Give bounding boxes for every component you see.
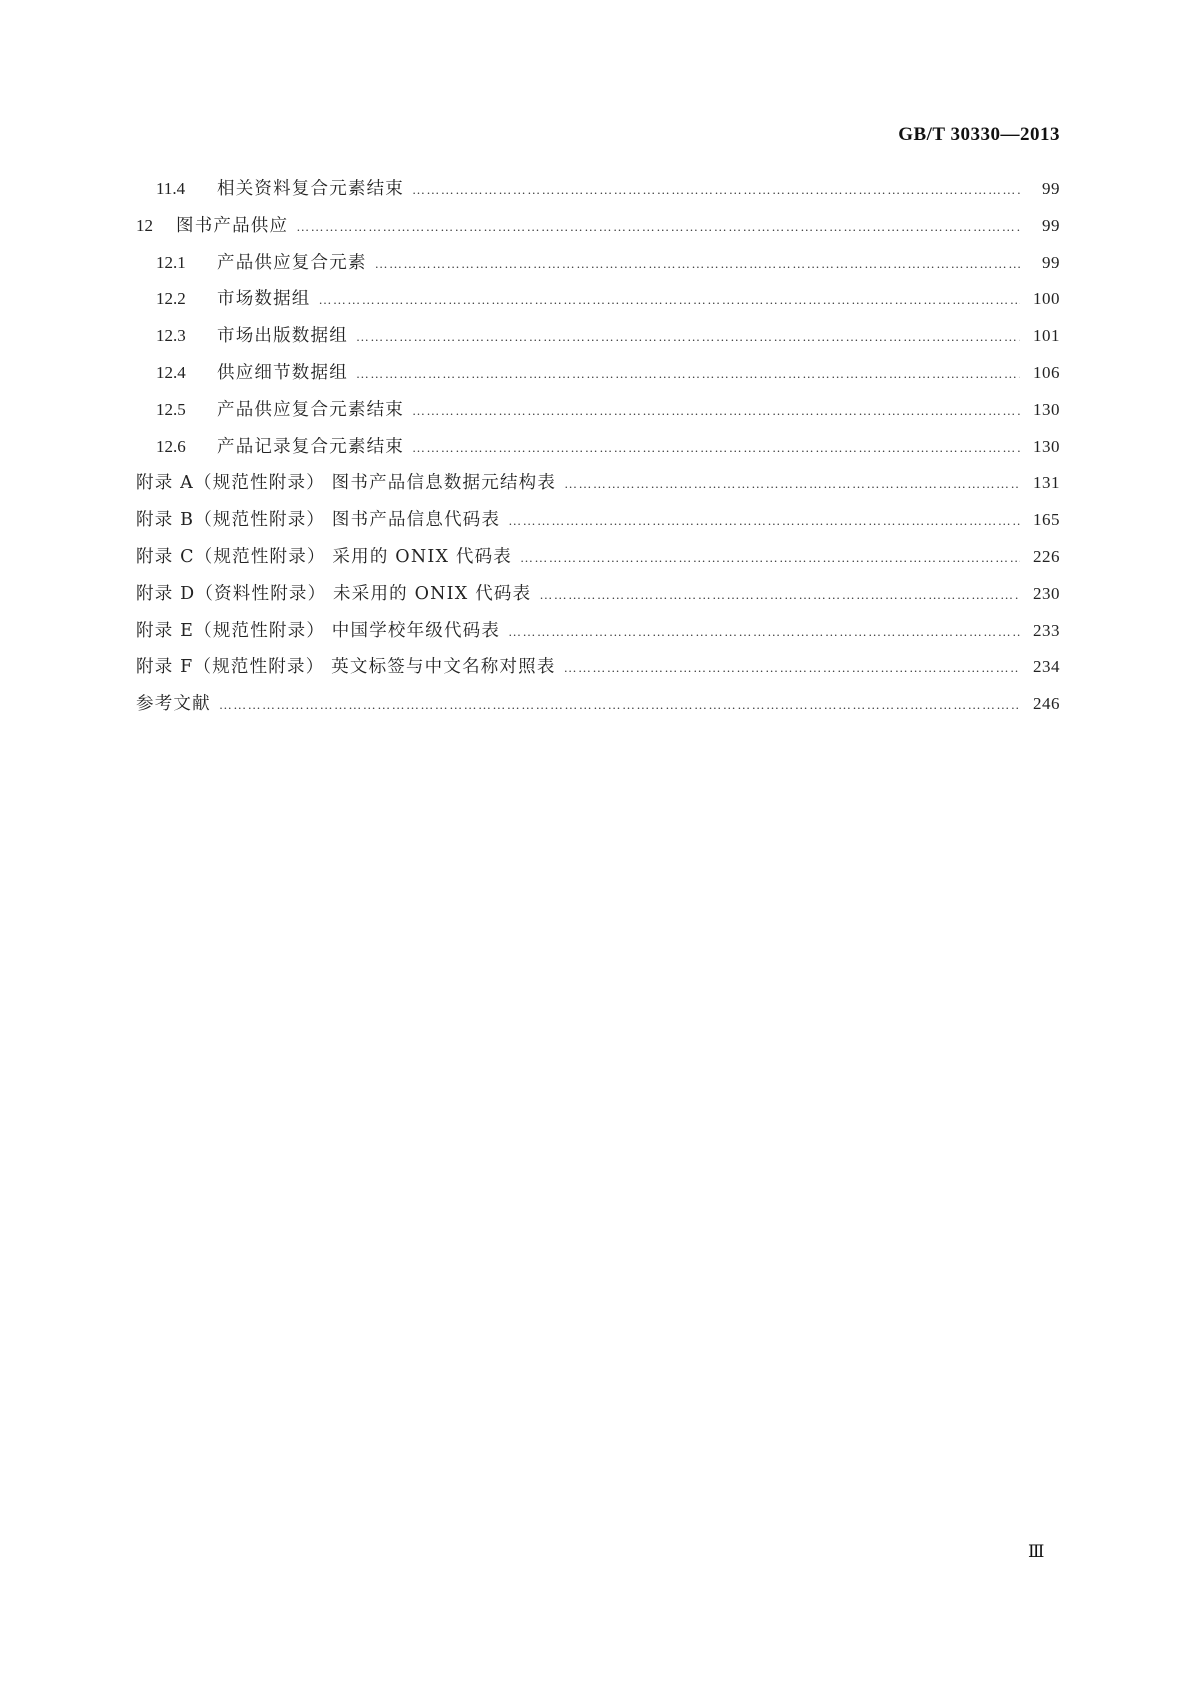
toc-entry-page: 99 xyxy=(1042,179,1060,198)
toc-entry-page: 234 xyxy=(1033,657,1060,677)
toc-entry-page: 99 xyxy=(1042,215,1060,235)
toc-entry-number: 12.4 xyxy=(156,362,186,382)
toc-dot-leader xyxy=(412,180,1020,200)
toc-entry-title: 相关资料复合元素结束 xyxy=(217,179,404,199)
toc-entry-number: 12.6 xyxy=(156,436,186,456)
toc-dot-leader xyxy=(508,622,1020,642)
toc-entry[interactable] xyxy=(136,289,1060,326)
toc-entry-title: 市场数据组 xyxy=(217,289,311,310)
toc-entry-title: 供应细节数据组 xyxy=(217,362,348,383)
toc-entry-title: 图书产品供应 xyxy=(176,215,289,236)
toc-entry-title: 附录 B（规范性附录） 图书产品信息代码表 xyxy=(136,510,501,531)
toc-dot-leader xyxy=(539,585,1020,605)
toc-entry-title: 附录 F（规范性附录） 英文标签与中文名称对照表 xyxy=(136,657,556,678)
page-number: Ⅲ xyxy=(1028,1542,1045,1561)
toc-entry[interactable] xyxy=(136,437,1060,474)
toc-entry[interactable] xyxy=(136,363,1060,400)
toc-entry-appendix[interactable] xyxy=(136,547,1060,584)
toc-entry[interactable] xyxy=(136,216,1060,253)
toc-entry-number: 11.4 xyxy=(156,179,186,198)
toc-entry-title: 产品供应复合元素结束 xyxy=(217,399,404,420)
toc-entry-title: 市场出版数据组 xyxy=(217,326,348,347)
toc-entry-appendix[interactable] xyxy=(136,657,1060,694)
table-of-contents xyxy=(136,179,1060,731)
toc-entry[interactable] xyxy=(136,253,1060,290)
toc-entry-title: 附录 D（资料性附录） 未采用的 ONIX 代码表 xyxy=(136,583,532,604)
toc-entry-page: 131 xyxy=(1033,473,1060,493)
toc-dot-leader xyxy=(564,474,1020,494)
toc-entry-number: 12.5 xyxy=(156,399,186,419)
toc-entry-number: 12.2 xyxy=(156,289,186,309)
toc-dot-leader xyxy=(375,254,1020,274)
toc-entry-appendix[interactable] xyxy=(136,473,1060,510)
toc-entry-title: 产品供应复合元素 xyxy=(217,252,367,273)
toc-entry-references[interactable] xyxy=(136,694,1060,731)
toc-entry-page: 165 xyxy=(1033,510,1060,530)
toc-entry-title: 附录 A（规范性附录） 图书产品信息数据元结构表 xyxy=(136,473,557,494)
toc-entry-page: 130 xyxy=(1033,436,1060,456)
toc-entry-title: 附录 C（规范性附录） 采用的 ONIX 代码表 xyxy=(136,546,512,567)
toc-dot-leader xyxy=(564,658,1020,678)
toc-dot-leader xyxy=(508,511,1020,531)
toc-entry-title: 参考文献 xyxy=(136,694,211,715)
toc-entry-number: 12.3 xyxy=(156,326,186,346)
toc-dot-leader xyxy=(520,548,1020,568)
toc-entry-appendix[interactable] xyxy=(136,510,1060,547)
toc-dot-leader xyxy=(412,438,1020,458)
toc-entry-page: 101 xyxy=(1033,326,1060,346)
toc-dot-leader xyxy=(356,364,1020,384)
toc-entry-page: 230 xyxy=(1033,583,1060,603)
toc-dot-leader xyxy=(319,290,1021,310)
toc-dot-leader xyxy=(296,217,1020,237)
toc-dot-leader xyxy=(412,401,1020,421)
toc-entry-page: 226 xyxy=(1033,546,1060,566)
toc-dot-leader xyxy=(219,695,1020,715)
toc-entry-appendix[interactable] xyxy=(136,584,1060,621)
toc-entry-page: 130 xyxy=(1033,399,1060,419)
toc-entry[interactable] xyxy=(136,400,1060,437)
toc-entry-page: 106 xyxy=(1033,362,1060,382)
toc-entry-page: 100 xyxy=(1033,289,1060,309)
toc-entry-appendix[interactable] xyxy=(136,621,1060,658)
toc-entry[interactable] xyxy=(136,326,1060,363)
toc-entry-number: 12 xyxy=(136,215,153,235)
toc-entry-page: 246 xyxy=(1033,694,1060,714)
toc-entry-title: 附录 E（规范性附录） 中国学校年级代码表 xyxy=(136,620,501,641)
toc-entry-page: 99 xyxy=(1042,252,1060,272)
standard-code: GB/T 30330—2013 xyxy=(898,124,1060,145)
toc-entry-title: 产品记录复合元素结束 xyxy=(217,436,404,457)
toc-entry-number: 12.1 xyxy=(156,252,186,272)
toc-dot-leader xyxy=(356,327,1020,347)
toc-entry-page: 233 xyxy=(1033,620,1060,640)
toc-entry[interactable] xyxy=(136,179,1060,216)
